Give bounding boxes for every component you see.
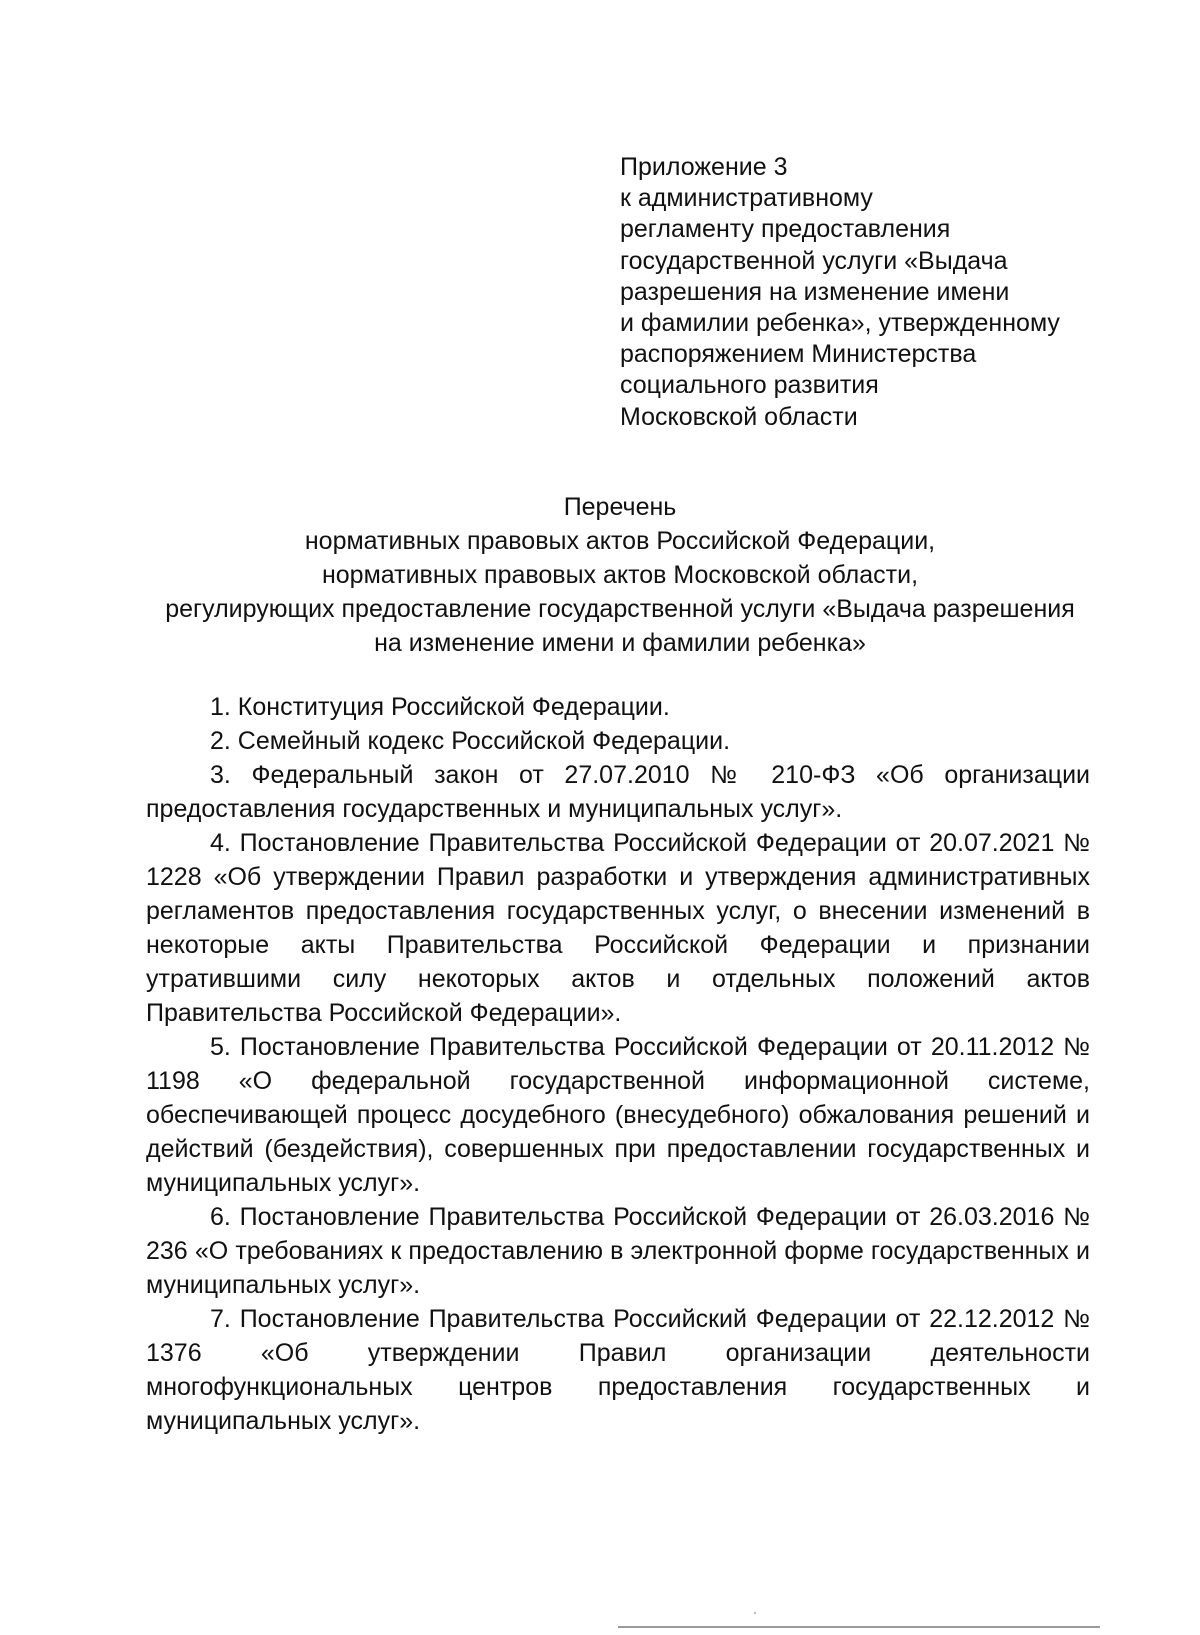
legal-acts-list (146, 690, 1090, 1438)
list-item: 6. Постановление Правительства Российской Федерации от 26.03.2016 № 236 «О требованиях к предоставлению в электронной форме государственных и муниципальных услуг». (146, 1203, 1090, 1299)
list-item: 7. Постановление Правительства Российский Федерации от 22.12.2012 № 1376 «Об утверждении Правил организации деятельности многофункциональных центров предоставления государственных и муниципальных услуг». (146, 1305, 1090, 1435)
appendix-line: к административному (620, 184, 873, 213)
appendix-line: разрешения на изменение имени (620, 277, 1010, 306)
document-title (140, 490, 1100, 660)
appendix-line: регламенту предоставления (620, 215, 951, 244)
title-line: на изменение имени и фамилии ребенка» (374, 629, 866, 657)
list-item: 2. Семейный кодекс Российской Федерации. (210, 727, 731, 755)
appendix-line: и фамилии ребенка», утвержденному (620, 309, 1060, 338)
appendix-line: распоряжением Министерства (620, 340, 977, 369)
appendix-line: Приложение 3 (620, 153, 788, 181)
appendix-header (620, 152, 1100, 433)
title-line: Перечень (563, 493, 677, 521)
title-line: регулирующих предоставление государственной услуги «Выдача разрешения (165, 595, 1075, 623)
appendix-line: государственной услуги «Выдача (620, 246, 1008, 275)
title-line: нормативных правовых актов Российской Федерации, (304, 527, 936, 555)
footer-rule (618, 1626, 1100, 1628)
list-item: 4. Постановление Правительства Российской Федерации от 20.07.2021 № 1228 «Об утверждении Правил разработки и утверждения административных регламентов предоставления государственных услуг, о внесении изменений в некоторые акты Правительства Российской Федерации и признании утратившими силу некоторых актов и отдельных положений актов Правительства Российской Федерации». (146, 829, 1090, 1027)
list-item: 5. Постановление Правительства Российской Федерации от 20.11.2012 № 1198 «О федеральной государственной информационной системе, обеспечивающей процесс досудебного (внесудебного) обжалования решений и действий (бездействия), совершенных при предоставлении государственных и муниципальных услуг». (146, 1033, 1090, 1197)
appendix-line: Московской области (620, 402, 858, 431)
scan-speck (754, 1612, 756, 1614)
list-item: 3. Федеральный закон от 27.07.2010 № 210-ФЗ «Об организации предоставления государственных и муниципальных услуг». (146, 761, 1090, 823)
title-line: нормативных правовых актов Московской области, (321, 561, 919, 589)
appendix-line: социального развития (620, 371, 879, 400)
list-item: 1. Конституция Российской Федерации. (210, 693, 670, 721)
